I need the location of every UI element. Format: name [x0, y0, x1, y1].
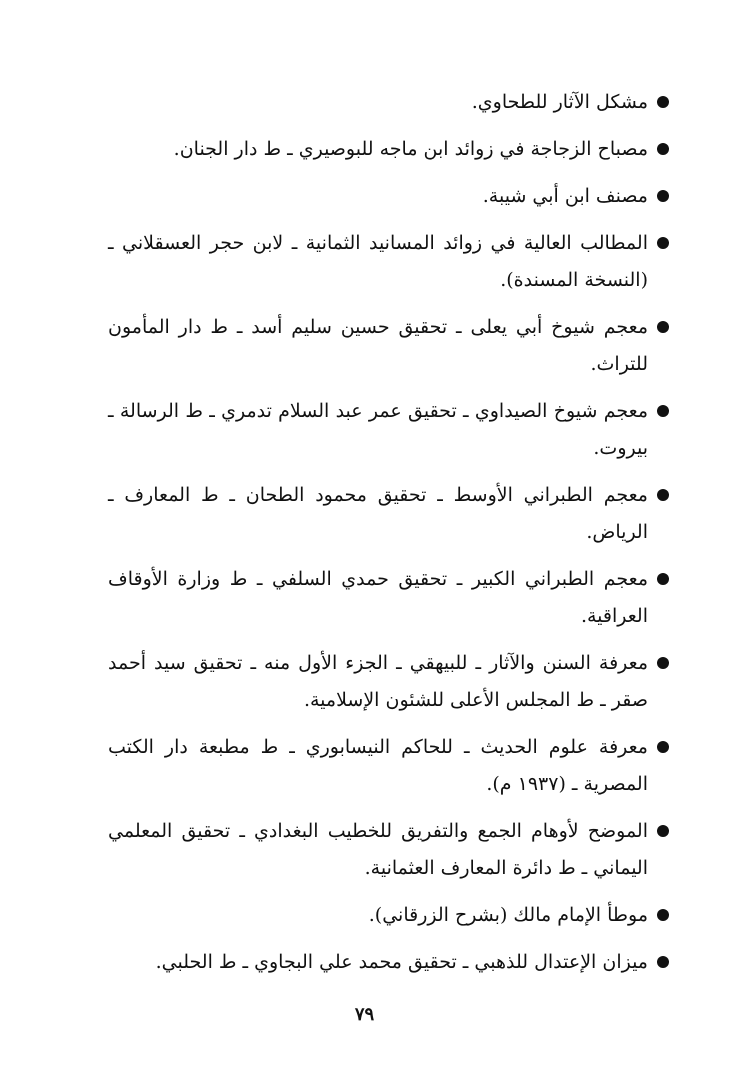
entry-text: موطأ الإمام مالك (بشرح الزرقاني).: [368, 904, 648, 926]
list-item: [108, 393, 669, 467]
bullet-icon: [657, 143, 669, 155]
bullet-icon: [657, 573, 669, 585]
bullet-icon: [657, 825, 669, 837]
entry-text: معجم شيوخ أبي يعلى ـ تحقيق حسين سليم أسد ـ ط دار المأمون للتراث.: [108, 316, 648, 375]
list-item: [108, 178, 669, 215]
list-item: [108, 131, 669, 168]
bullet-icon: [657, 657, 669, 669]
bullet-icon: [657, 237, 669, 249]
entry-text: معجم الطبراني الكبير ـ تحقيق حمدي السلفي ـ ط وزارة الأوقاف العراقية.: [108, 568, 648, 627]
list-item: [108, 897, 669, 934]
entry-text: معجم شيوخ الصيداوي ـ تحقيق عمر عبد السلام تدمري ـ ط الرسالة ـ بيروت.: [108, 400, 648, 459]
entry-text: معجم الطبراني الأوسط ـ تحقيق محمود الطحان ـ ط المعارف ـ الرياض.: [108, 484, 648, 543]
entry-text: ميزان الإعتدال للذهبي ـ تحقيق محمد علي البجاوي ـ ط الحلبي.: [155, 951, 648, 973]
list-item: [108, 645, 669, 719]
list-item: [108, 944, 669, 981]
list-item: [108, 813, 669, 887]
list-item: [108, 561, 669, 635]
list-item: [108, 729, 669, 803]
list-item: [108, 84, 669, 121]
bullet-icon: [657, 405, 669, 417]
bullet-icon: [657, 489, 669, 501]
entry-text: معرفة علوم الحديث ـ للحاكم النيسابوري ـ ط مطبعة دار الكتب المصرية ـ (١٩٣٧ م).: [108, 736, 648, 795]
page-number: ٧٩: [354, 1004, 375, 1025]
entry-text: المطالب العالية في زوائد المسانيد الثمانية ـ لابن حجر العسقلاني ـ (النسخة المسندة).: [108, 232, 648, 291]
bullet-icon: [657, 190, 669, 202]
bullet-icon: [657, 96, 669, 108]
bullet-icon: [657, 741, 669, 753]
entry-text: الموضح لأوهام الجمع والتفريق للخطيب البغدادي ـ تحقيق المعلمي اليماني ـ ط دائرة المعارف العثمانية.: [108, 820, 648, 879]
entry-text: مصنف ابن أبي شيبة.: [482, 185, 648, 207]
entry-text: مشكل الآثار للطحاوي.: [471, 91, 648, 113]
bullet-icon: [657, 956, 669, 968]
bullet-icon: [657, 909, 669, 921]
list-item: [108, 309, 669, 383]
list-item: [108, 225, 669, 299]
list-item: [108, 477, 669, 551]
entry-text: مصباح الزجاجة في زوائد ابن ماجه للبوصيري ـ ط دار الجنان.: [173, 138, 648, 160]
bullet-icon: [657, 321, 669, 333]
bibliography-list: [108, 84, 669, 981]
entry-text: معرفة السنن والآثار ـ للبيهقي ـ الجزء الأول منه ـ تحقيق سيد أحمد صقر ـ ط المجلس الأعلى للشئون الإسلامية.: [108, 652, 648, 711]
